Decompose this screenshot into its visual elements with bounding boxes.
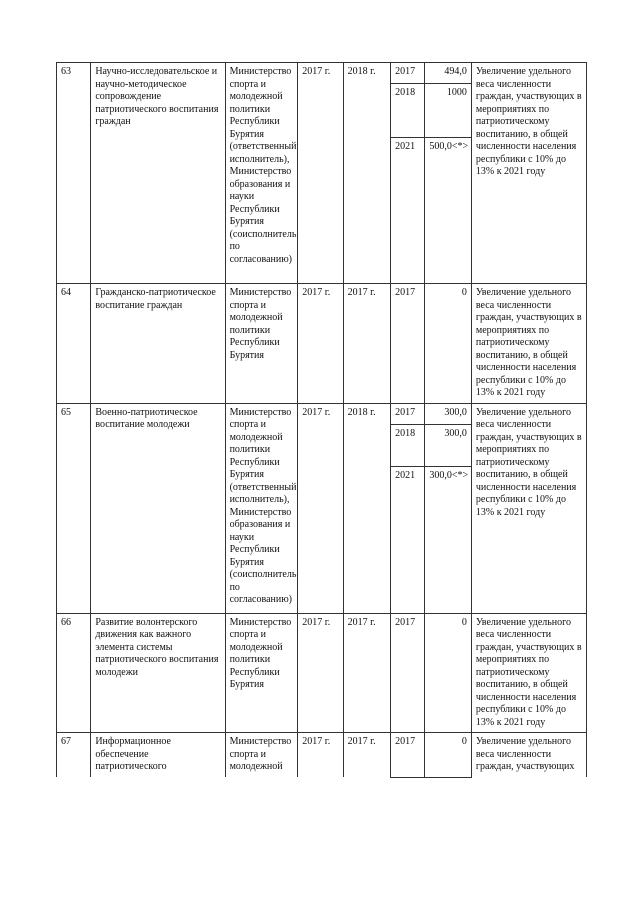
activity-name: Информационное обеспечение патриотического bbox=[91, 733, 225, 778]
end-date: 2018 г. bbox=[343, 403, 390, 613]
table-row-64 bbox=[57, 284, 587, 404]
executor: Министерство спорта и молодежной политики Республики Бурятия (ответственный исполнитель), Министерство образования и науки Республики Бурятия (соисполнитель по согласованию) bbox=[225, 403, 298, 613]
funding-year: 2017 bbox=[391, 613, 425, 733]
funding-amount: 300,0<*> bbox=[425, 466, 471, 613]
funding-year: 2017 bbox=[391, 733, 425, 778]
table-row-65 bbox=[57, 403, 587, 424]
funding-year: 2017 bbox=[391, 403, 425, 424]
row-number: 64 bbox=[57, 284, 91, 404]
activity-name: Гражданско-патриотическое воспитание граждан bbox=[91, 284, 225, 404]
start-date: 2017 г. bbox=[298, 63, 343, 284]
end-date: 2017 г. bbox=[343, 284, 390, 404]
end-date: 2018 г. bbox=[343, 63, 390, 284]
table-row-66 bbox=[57, 613, 587, 733]
funding-amount: 494,0 bbox=[425, 63, 471, 84]
funding-year: 2021 bbox=[391, 466, 425, 613]
expected-result: Увеличение удельного веса численности граждан, участвующих в мероприятиях по патриотическому воспитанию, в общей численности населения республики с 10% до 13% к 2021 году bbox=[471, 63, 586, 284]
activity-name: Развитие волонтерского движения как важного элемента системы патриотического воспитания молодежи bbox=[91, 613, 225, 733]
funding-year: 2017 bbox=[391, 63, 425, 84]
start-date: 2017 г. bbox=[298, 733, 343, 778]
table-row-67 bbox=[57, 733, 587, 778]
end-date: 2017 г. bbox=[343, 733, 390, 778]
start-date: 2017 г. bbox=[298, 613, 343, 733]
funding-amount: 1000 bbox=[425, 84, 471, 138]
expected-result: Увеличение удельного веса численности граждан, участвующих bbox=[471, 733, 586, 778]
funding-amount: 300,0 bbox=[425, 424, 471, 466]
funding-amount: 0 bbox=[425, 613, 471, 733]
expected-result: Увеличение удельного веса численности граждан, участвующих в мероприятиях по патриотическому воспитанию, в общей численности населения республики с 10% до 13% к 2021 году bbox=[471, 403, 586, 613]
funding-year: 2021 bbox=[391, 138, 425, 284]
row-number: 63 bbox=[57, 63, 91, 284]
funding-year: 2017 bbox=[391, 284, 425, 404]
funding-amount: 0 bbox=[425, 284, 471, 404]
funding-year: 2018 bbox=[391, 84, 425, 138]
start-date: 2017 г. bbox=[298, 284, 343, 404]
activity-name: Научно-исследовательское и научно-методическое сопровождение патриотического воспитания граждан bbox=[91, 63, 225, 284]
funding-amount: 500,0<*> bbox=[425, 138, 471, 284]
executor: Министерство спорта и молодежной bbox=[225, 733, 298, 778]
executor: Министерство спорта и молодежной политики Республики Бурятия (ответственный исполнитель), Министерство образования и науки Республики Бурятия (соисполнитель по согласованию) bbox=[225, 63, 298, 284]
row-number: 65 bbox=[57, 403, 91, 613]
funding-amount: 300,0 bbox=[425, 403, 471, 424]
executor: Министерство спорта и молодежной политики Республики Бурятия bbox=[225, 284, 298, 404]
program-table bbox=[56, 62, 587, 778]
expected-result: Увеличение удельного веса численности граждан, участвующих в мероприятиях по патриотическому воспитанию, в общей численности населения республики с 10% до 13% к 2021 году bbox=[471, 613, 586, 733]
funding-amount: 0 bbox=[425, 733, 471, 778]
row-number: 66 bbox=[57, 613, 91, 733]
row-number: 67 bbox=[57, 733, 91, 778]
executor: Министерство спорта и молодежной политики Республики Бурятия bbox=[225, 613, 298, 733]
start-date: 2017 г. bbox=[298, 403, 343, 613]
table-row-63 bbox=[57, 63, 587, 84]
end-date: 2017 г. bbox=[343, 613, 390, 733]
expected-result: Увеличение удельного веса численности граждан, участвующих в мероприятиях по патриотическому воспитанию, в общей численности населения республики с 10% до 13% к 2021 году bbox=[471, 284, 586, 404]
activity-name: Военно-патриотическое воспитание молодежи bbox=[91, 403, 225, 613]
funding-year: 2018 bbox=[391, 424, 425, 466]
